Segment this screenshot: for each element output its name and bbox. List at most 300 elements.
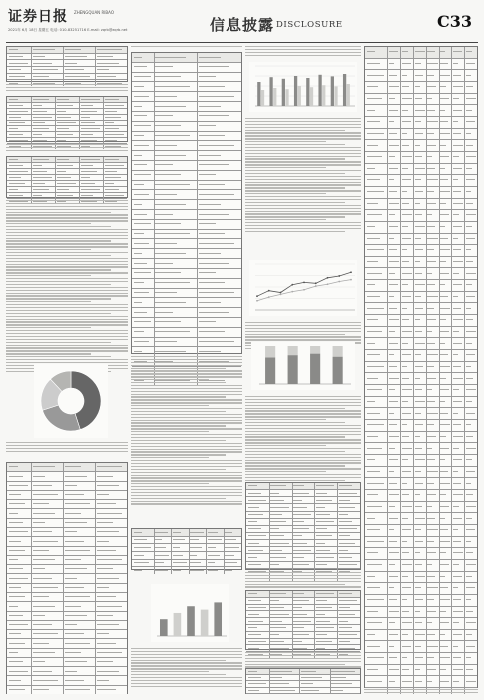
table-cell [95, 47, 127, 53]
table-cell [79, 132, 104, 137]
cell-text [367, 156, 383, 157]
cell-text [81, 99, 100, 100]
cell-text [208, 532, 218, 533]
cell-text [440, 587, 448, 588]
table-cell [154, 220, 199, 229]
cell-text [402, 483, 407, 484]
table-cell [426, 432, 440, 443]
table-cell [7, 482, 32, 490]
table-cell [79, 109, 104, 114]
cell-text [415, 494, 420, 495]
table-cell [269, 669, 300, 674]
table-cell [197, 102, 241, 111]
table-cell [365, 199, 388, 210]
cell-text [440, 110, 445, 111]
cell-text [97, 578, 119, 579]
table-cell [439, 234, 453, 245]
cell-text [427, 401, 435, 402]
cell-text [389, 110, 398, 111]
cell-text [415, 622, 423, 623]
table-cell [269, 645, 293, 651]
cell-text [81, 140, 98, 141]
cell-text [367, 308, 385, 309]
table-row [132, 230, 241, 240]
table-cell [103, 157, 127, 162]
cell-text [389, 669, 399, 670]
table-cell [400, 513, 414, 524]
table-cell [197, 63, 241, 72]
cell-text [248, 564, 262, 565]
cell-text [65, 466, 81, 467]
table-cell [464, 129, 477, 140]
table-cell [269, 681, 300, 686]
cell-text [367, 51, 376, 52]
table-cell [451, 234, 465, 245]
table-cell [292, 540, 316, 546]
table-cell [7, 574, 32, 582]
page-number: C33 [437, 12, 472, 31]
table-cell [314, 519, 338, 525]
table-cell [132, 289, 155, 298]
cell-text [65, 596, 91, 597]
cell-text [389, 483, 397, 484]
table-cell [387, 455, 401, 466]
table-cell [413, 70, 427, 81]
cell-text [440, 63, 448, 64]
cell-text [402, 681, 412, 682]
bar-chart-a [249, 62, 357, 112]
data-point [327, 277, 329, 279]
cell-text [293, 564, 309, 565]
cell-text [415, 564, 423, 565]
table-cell [439, 618, 453, 629]
text-line [245, 52, 361, 53]
table-row [246, 519, 360, 526]
table-cell [31, 528, 64, 536]
cell-text [134, 539, 147, 540]
table-row [365, 537, 477, 549]
cell-text [466, 98, 476, 99]
cell-text [9, 134, 23, 135]
table-cell [426, 572, 440, 583]
cell-text [367, 646, 380, 647]
table-cell [400, 443, 414, 454]
cell-text [453, 669, 463, 670]
cell-text [402, 529, 411, 530]
table-cell [439, 82, 453, 93]
table-cell [387, 315, 401, 326]
table-cell [426, 560, 440, 571]
cell-text [97, 633, 110, 634]
table-cell [464, 618, 477, 629]
table-cell [426, 129, 440, 140]
text-line [245, 228, 361, 229]
table-cell [464, 560, 477, 571]
cell-text [453, 86, 463, 87]
cell-text [415, 459, 425, 460]
table-cell [189, 544, 207, 551]
cell-text [339, 641, 350, 642]
cell-text [208, 562, 215, 563]
table-cell [413, 152, 427, 163]
table-cell [95, 593, 127, 601]
column-1-text-b [6, 144, 128, 153]
cell-text [65, 624, 78, 625]
cell-text [427, 599, 433, 600]
table-cell [426, 665, 440, 676]
cell-text [427, 273, 432, 274]
cell-text [339, 507, 355, 508]
table-cell [451, 187, 465, 198]
table-cell [387, 478, 401, 489]
table-row [7, 47, 127, 54]
cell-text [466, 121, 475, 122]
cell-text [339, 521, 353, 522]
cell-text [65, 476, 87, 477]
cell-text [316, 507, 325, 508]
table-row [365, 385, 477, 397]
table-cell [365, 467, 388, 478]
cell-text [134, 302, 143, 303]
text-line [131, 677, 242, 678]
table-cell [269, 591, 293, 597]
table-cell [365, 327, 388, 338]
cell-text [367, 331, 383, 332]
cell-text [339, 648, 355, 649]
cell-text [453, 378, 463, 379]
cell-text [453, 646, 458, 647]
table-cell [132, 279, 155, 288]
cell-text [9, 680, 21, 681]
table-cell [224, 567, 241, 574]
table-cell [439, 199, 453, 210]
text-line [6, 84, 128, 85]
cell-text [440, 214, 449, 215]
table-cell [464, 467, 477, 478]
cell-text [466, 424, 471, 425]
table-cell [197, 269, 241, 278]
cell-text [9, 652, 19, 653]
cell-text [466, 401, 472, 402]
cell-text [415, 86, 420, 87]
table-cell [400, 385, 414, 396]
table-cell [7, 565, 32, 573]
cell-text [33, 513, 55, 514]
table-cell [464, 490, 477, 501]
table-cell [7, 593, 32, 601]
text-line [6, 290, 128, 291]
table-cell [63, 500, 96, 508]
table-cell [224, 537, 241, 544]
table-row [132, 338, 241, 348]
cell-text [199, 115, 230, 116]
text-line [245, 655, 361, 656]
table-cell [197, 347, 241, 356]
cell-text [402, 63, 411, 64]
cell-text [415, 179, 421, 180]
cell-text [155, 96, 177, 97]
column-3-table-c [245, 668, 361, 694]
cell-text [225, 539, 235, 540]
table-cell [365, 94, 388, 105]
table-cell [439, 490, 453, 501]
table-cell [387, 653, 401, 664]
donut-chart-svg [34, 364, 108, 438]
table-cell [154, 122, 199, 131]
cell-text [155, 272, 181, 273]
data-point [268, 296, 270, 298]
table-cell [292, 483, 316, 489]
cell-text [389, 63, 394, 64]
text-line [364, 692, 478, 693]
cell-text [367, 168, 376, 169]
cell-text [65, 541, 84, 542]
cell-text [339, 493, 357, 494]
bar [201, 610, 209, 636]
cell-text [440, 576, 445, 577]
table-cell [387, 408, 401, 419]
cell-text [402, 634, 408, 635]
cell-text [134, 532, 143, 533]
table-cell [400, 222, 414, 233]
table-cell [439, 280, 453, 291]
cell-text [367, 343, 376, 344]
cell-text [427, 459, 435, 460]
table-cell [365, 607, 388, 618]
cell-text [427, 75, 433, 76]
table-cell [464, 455, 477, 466]
cell-text [81, 128, 100, 129]
data-point [256, 300, 258, 302]
cell-text [402, 622, 412, 623]
cell-text [466, 587, 475, 588]
text-line [245, 581, 361, 582]
cell-text [389, 401, 398, 402]
table-row [365, 234, 477, 246]
cell-text [402, 179, 411, 180]
cell-text [199, 233, 225, 234]
table-cell [7, 175, 32, 180]
cell-text [9, 596, 26, 597]
cell-text [293, 634, 309, 635]
table-cell [451, 94, 465, 105]
table-row [365, 513, 477, 525]
table-cell [154, 289, 199, 298]
text-line [6, 307, 128, 308]
cell-text [57, 183, 76, 184]
cell-text [57, 111, 67, 112]
table-cell [400, 164, 414, 175]
table-cell [63, 686, 96, 694]
table-cell [413, 210, 427, 221]
cell-text [415, 518, 425, 519]
table-row [365, 70, 477, 82]
cell-text [33, 568, 46, 569]
table-row [246, 605, 360, 612]
bar [298, 86, 301, 106]
text-line [245, 410, 361, 411]
cell-text [427, 529, 437, 530]
table-cell [439, 595, 453, 606]
cell-text [65, 494, 84, 495]
cell-text [427, 156, 432, 157]
table-cell [31, 667, 64, 675]
text-line [245, 422, 345, 423]
cell-text [134, 115, 147, 116]
table-cell [31, 537, 64, 545]
table-cell [197, 53, 241, 62]
data-point [280, 293, 282, 295]
cell-text [339, 621, 348, 622]
cell-text [97, 643, 116, 644]
cell-text [65, 680, 84, 681]
text-line [131, 498, 226, 499]
text-line [245, 219, 326, 220]
cell-text [9, 541, 21, 542]
text-line [245, 431, 361, 432]
cell-text [415, 587, 421, 588]
table-cell [132, 298, 155, 307]
table-row [365, 583, 477, 595]
cell-text [440, 529, 448, 530]
table-cell [365, 59, 388, 70]
cell-text [415, 448, 423, 449]
cell-text [81, 165, 93, 166]
cell-text [453, 401, 462, 402]
table-row [7, 667, 127, 676]
table-cell [154, 259, 199, 268]
cell-text [440, 156, 449, 157]
cell-text [9, 568, 23, 569]
cell-text [33, 466, 55, 467]
cell-text [9, 99, 19, 100]
section-title: 信息披露 [210, 16, 275, 34]
table-cell [365, 350, 388, 361]
cell-text [453, 331, 459, 332]
cell-text [402, 238, 411, 239]
table-cell [197, 220, 241, 229]
cell-text [270, 485, 286, 486]
table-cell [269, 632, 293, 638]
cell-text [402, 331, 412, 332]
cell-text [415, 238, 421, 239]
table-row [132, 529, 241, 537]
table-cell [154, 298, 199, 307]
cell-text [248, 507, 259, 508]
table-cell [154, 82, 199, 91]
table-cell [132, 112, 155, 121]
cell-text [97, 485, 119, 486]
table-cell [197, 249, 241, 258]
table-cell [451, 665, 465, 676]
table-cell [464, 630, 477, 641]
cell-text [155, 351, 186, 352]
cell-text [440, 436, 446, 437]
cell-text [440, 238, 448, 239]
table-cell [451, 653, 465, 664]
table-cell [154, 560, 172, 567]
text-line [131, 402, 242, 403]
table-cell [400, 373, 414, 384]
table-cell [426, 583, 440, 594]
table-cell [197, 298, 241, 307]
cell-text [367, 541, 385, 542]
text-line [6, 445, 128, 446]
table-cell [55, 115, 80, 120]
cell-text [199, 331, 225, 332]
table-cell [439, 537, 453, 548]
cell-text [97, 587, 110, 588]
table-cell [464, 443, 477, 454]
cell-text [9, 177, 21, 178]
cell-text [440, 378, 446, 379]
table-cell [451, 164, 465, 175]
table-cell [55, 169, 80, 174]
cell-text [440, 86, 446, 87]
cell-text [389, 622, 395, 623]
text-line [245, 572, 361, 573]
table-row [132, 298, 241, 308]
table-cell [413, 59, 427, 70]
table-row [365, 595, 477, 607]
newspaper-logo: 证券日报 [8, 9, 68, 25]
table-cell [31, 463, 64, 471]
table-cell [7, 528, 32, 536]
table-row [7, 74, 127, 81]
table-row [246, 512, 360, 519]
cell-text [389, 168, 398, 169]
cell-text [9, 49, 19, 50]
cell-text [466, 168, 472, 169]
table-cell [439, 478, 453, 489]
cell-text [389, 518, 398, 519]
text-line [131, 654, 242, 655]
table-cell [387, 199, 401, 210]
table-cell [439, 315, 453, 326]
cell-text [427, 436, 436, 437]
cell-text [440, 646, 448, 647]
cell-text [270, 648, 288, 649]
cell-text [466, 354, 475, 355]
cell-text [155, 204, 186, 205]
table-cell [103, 175, 127, 180]
table-cell [426, 595, 440, 606]
cell-text [367, 564, 383, 565]
cell-text [389, 145, 399, 146]
cell-text [440, 389, 449, 390]
data-point [280, 292, 282, 294]
table-cell [63, 676, 96, 684]
text-line [245, 465, 345, 466]
cell-text [134, 164, 147, 165]
masthead [6, 4, 478, 43]
text-line [131, 449, 242, 450]
cell-text [415, 203, 420, 204]
cell-text [248, 621, 264, 622]
table-cell [413, 630, 427, 641]
cell-text [199, 184, 225, 185]
table-cell [426, 47, 440, 58]
cell-text [466, 448, 476, 449]
cell-text [97, 513, 123, 514]
table-cell [132, 102, 155, 111]
cell-text [402, 576, 408, 577]
table-row [7, 509, 127, 518]
table-cell [292, 562, 316, 568]
cell-text [415, 273, 423, 274]
text-line [245, 130, 345, 131]
table-cell [426, 164, 440, 175]
